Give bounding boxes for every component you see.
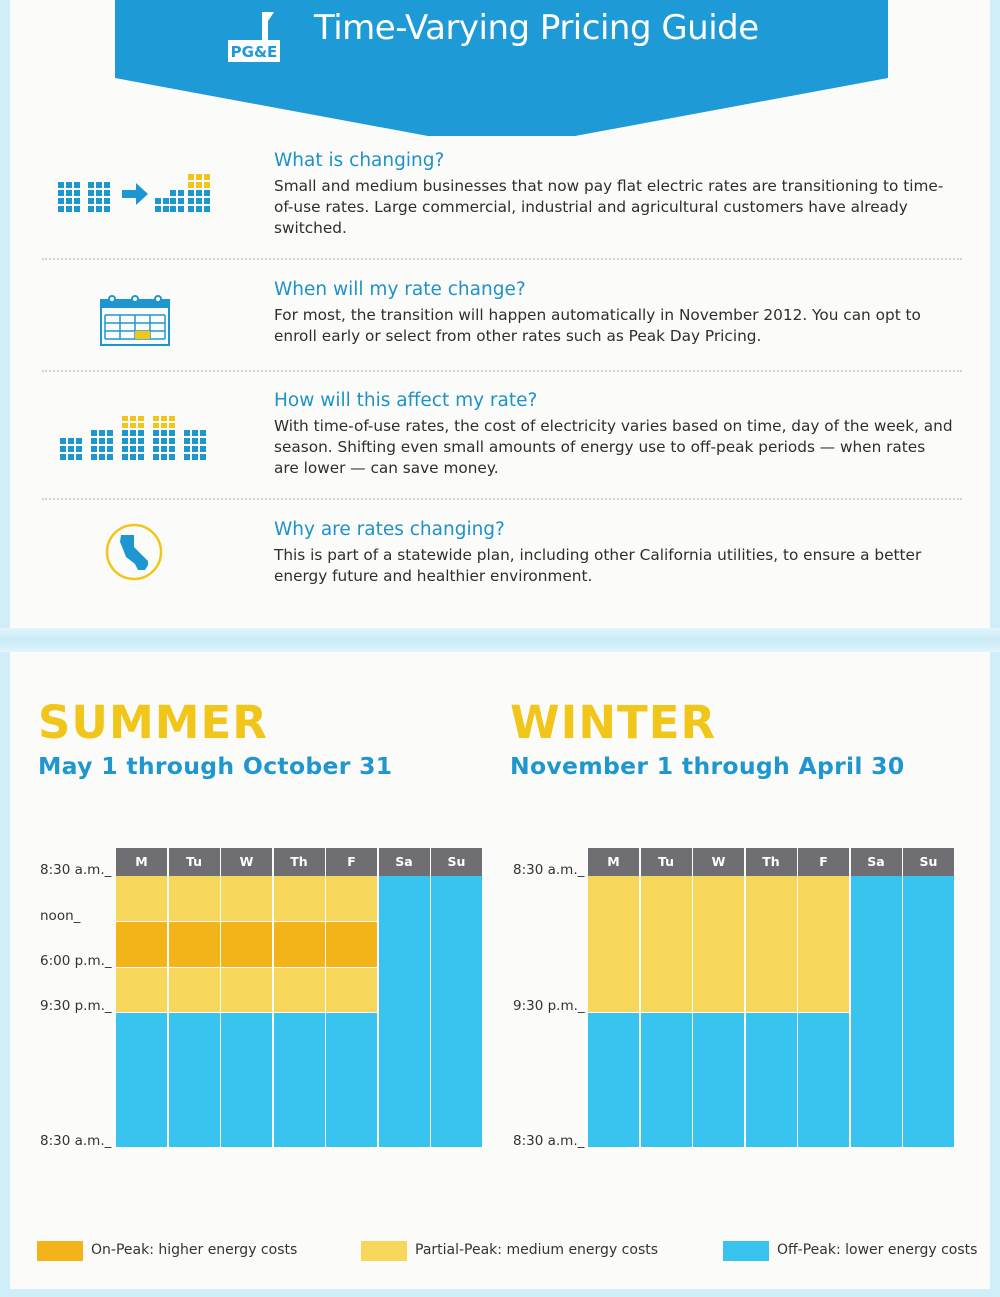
day-header-th: Th (746, 848, 797, 876)
banner-line-left (128, 30, 203, 34)
rate-block-su-off-peak (431, 876, 482, 922)
rate-block-sa-off-peak (851, 876, 902, 1013)
calendar-icon (100, 294, 170, 346)
summer-title: SUMMER (38, 696, 268, 749)
rate-block-sa-off-peak (379, 968, 430, 1013)
time-label: 9:30 p.m._ (513, 998, 585, 1014)
rate-block-su-off-peak (431, 1013, 482, 1147)
time-label: 8:30 a.m._ (40, 862, 112, 878)
rate-block-w-partial-peak (221, 968, 272, 1012)
section-how-affect-rate (274, 390, 954, 479)
section-when-will-rate-change (274, 279, 954, 347)
winter-title: WINTER (510, 696, 717, 749)
rate-block-m-off-peak (116, 1013, 167, 1147)
rate-block-sa-off-peak (379, 922, 430, 968)
legend-swatch-partial-peak (361, 1241, 407, 1261)
rate-block-m-off-peak (588, 1013, 639, 1147)
rate-block-su-off-peak (903, 1013, 954, 1147)
rate-block-m-partial-peak (116, 968, 167, 1012)
rate-block-m-partial-peak (116, 876, 167, 921)
header-banner-tip (115, 74, 888, 138)
rate-block-sa-off-peak (379, 1013, 430, 1147)
section-answer: With time-of-use rates, the cost of electricity varies based on time, day of the week, and season. Shifting even small amounts of energy use to off-peak periods — when rates are lower — can save money. (274, 417, 953, 477)
day-header-th: Th (274, 848, 325, 876)
time-label: noon_ (40, 908, 81, 924)
time-label: 6:00 p.m._ (40, 953, 112, 969)
section-answer: Small and medium businesses that now pay flat electric rates are transitioning to time-of-use rates. Large commercial, industrial and agricultural customers have already switched. (274, 177, 944, 237)
rate-block-m-partial-peak (588, 876, 639, 1012)
rate-block-f-partial-peak (798, 876, 849, 1012)
rate-block-f-partial-peak (326, 968, 377, 1012)
rate-block-w-partial-peak (693, 876, 744, 1012)
rate-block-f-partial-peak (326, 876, 377, 921)
rate-block-tu-partial-peak (641, 876, 692, 1012)
winter-date-range: November 1 through April 30 (510, 752, 905, 780)
rate-block-su-off-peak (431, 922, 482, 968)
rate-block-th-off-peak (746, 1013, 797, 1147)
pge-logo (228, 10, 280, 62)
section-why-rates-changing (274, 519, 954, 587)
rate-block-w-partial-peak (221, 876, 272, 921)
day-header-su: Su (903, 848, 954, 876)
day-header-sa: Sa (379, 848, 430, 876)
time-label: 8:30 a.m._ (40, 1133, 112, 1149)
rate-block-w-on-peak (221, 922, 272, 967)
bottom-edge (0, 1289, 1000, 1297)
rate-block-f-on-peak (326, 922, 377, 967)
rate-block-tu-partial-peak (169, 968, 220, 1012)
section-question: When will my rate change? (274, 279, 526, 300)
day-header-su: Su (431, 848, 482, 876)
legend-swatch-on-peak (37, 1241, 83, 1261)
rate-block-tu-partial-peak (169, 876, 220, 921)
time-label: 8:30 a.m._ (513, 1133, 585, 1149)
time-label: 8:30 a.m._ (513, 862, 585, 878)
section-what-is-changing (274, 150, 954, 239)
day-header-tu: Tu (169, 848, 220, 876)
legend-label-partial-peak: Partial-Peak: medium energy costs (415, 1242, 659, 1258)
banner-line-right (805, 30, 880, 34)
section-question: What is changing? (274, 150, 445, 171)
rate-block-su-off-peak (903, 876, 954, 1013)
day-header-m: M (116, 848, 167, 876)
section-question: How will this affect my rate? (274, 390, 538, 411)
rate-block-th-partial-peak (746, 876, 797, 1012)
california-icon (104, 522, 164, 582)
rate-block-tu-off-peak (169, 1013, 220, 1147)
day-header-m: M (588, 848, 639, 876)
section-answer: This is part of a statewide plan, including other California utilities, to ensure a better energy future and healthier environment. (274, 546, 922, 585)
legend-label-off-peak: Off-Peak: lower energy costs (777, 1242, 978, 1258)
section-divider (42, 258, 962, 260)
rate-block-th-partial-peak (274, 968, 325, 1012)
rate-block-w-off-peak (693, 1013, 744, 1147)
rate-block-sa-off-peak (851, 1013, 902, 1147)
legend-label-on-peak: On-Peak: higher energy costs (91, 1242, 298, 1258)
day-header-w: W (221, 848, 272, 876)
rate-block-f-off-peak (326, 1013, 377, 1147)
rate-block-tu-on-peak (169, 922, 220, 967)
page-title: Time-Varying Pricing Guide (314, 8, 759, 48)
section-divider (42, 370, 962, 372)
legend-swatch-off-peak (723, 1241, 769, 1261)
rate-block-sa-off-peak (379, 876, 430, 922)
section-answer: For most, the transition will happen automatically in November 2012. You can opt to enroll early or select from other rates such as Peak Day Pricing. (274, 306, 921, 345)
day-header-f: F (798, 848, 849, 876)
flat-to-time-of-use-blocks-icon (58, 170, 213, 216)
section-divider (42, 498, 962, 500)
summer-date-range: May 1 through October 31 (38, 752, 393, 780)
day-header-tu: Tu (641, 848, 692, 876)
day-header-w: W (693, 848, 744, 876)
rate-block-m-on-peak (116, 922, 167, 967)
rate-block-th-on-peak (274, 922, 325, 967)
rate-block-th-off-peak (274, 1013, 325, 1147)
rate-block-tu-off-peak (641, 1013, 692, 1147)
time-label: 9:30 p.m._ (40, 998, 112, 1014)
rate-block-w-off-peak (221, 1013, 272, 1147)
section-question: Why are rates changing? (274, 519, 505, 540)
page-fold (0, 628, 1000, 652)
rate-block-su-off-peak (431, 968, 482, 1013)
day-header-sa: Sa (851, 848, 902, 876)
day-header-f: F (326, 848, 377, 876)
rate-block-th-partial-peak (274, 876, 325, 921)
usage-bars-icon (60, 416, 210, 460)
pge-logo-text: PG&E (230, 43, 278, 61)
rate-block-f-off-peak (798, 1013, 849, 1147)
